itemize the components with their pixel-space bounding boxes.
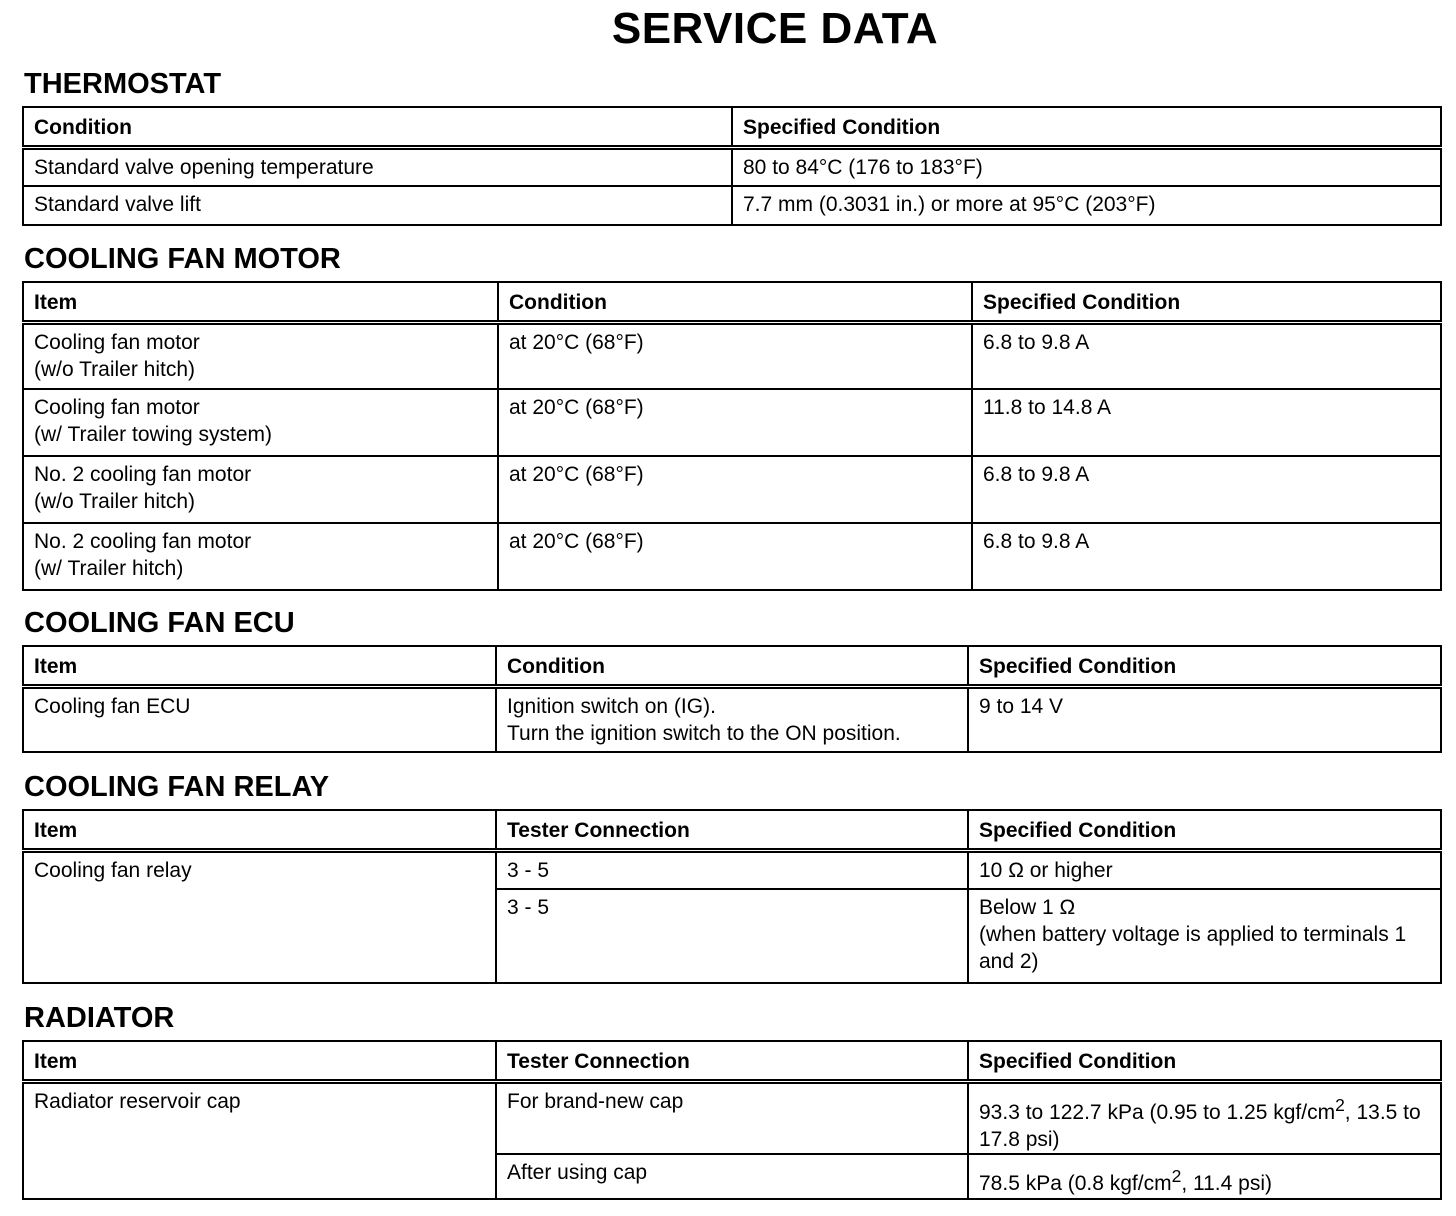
table-header-row [23, 1041, 1441, 1081]
table-cell: 6.8 to 9.8 A [972, 456, 1441, 523]
table-cell: 11.8 to 14.8 A [972, 389, 1441, 456]
table-cell: 6.8 to 9.8 A [972, 322, 1441, 389]
table-cell: Radiator reservoir cap [23, 1081, 496, 1199]
table-cell: 93.3 to 122.7 kPa (0.95 to 1.25 kgf/$cm^2$, 13.5 to 17.8 psi) [968, 1081, 1441, 1154]
table-cell: 78.5 kPa (0.8 kgf/$cm^2$, 11.4 psi) [968, 1154, 1441, 1199]
table-row [23, 523, 1441, 590]
column-header: Tester Connection [496, 1041, 968, 1081]
table-cell: Cooling fan relay [23, 850, 496, 983]
table-cell: 7.7 mm (0.3031 in.) or more at 95°C (203°F) [732, 186, 1441, 225]
table-cell: Standard valve opening temperature [23, 147, 732, 186]
cooling-fan-ecu-table [22, 645, 1442, 753]
table-row [23, 389, 1441, 456]
table-row [23, 186, 1441, 225]
cooling-fan-motor-table [22, 281, 1442, 591]
radiator-table [22, 1040, 1442, 1200]
section-title-radiator: RADIATOR [24, 1002, 175, 1034]
column-header: Specified Condition [972, 282, 1441, 322]
table-cell: at 20°C (68°F) [498, 389, 972, 456]
column-header: Item [23, 282, 498, 322]
table-cell: at 20°C (68°F) [498, 456, 972, 523]
table-row [23, 1081, 1441, 1154]
column-header: Specified Condition [732, 107, 1441, 147]
table-cell: No. 2 cooling fan motor (w/o Trailer hitch) [23, 456, 498, 523]
table-header-row [23, 646, 1441, 686]
table-cell: Ignition switch on (IG). Turn the ignition switch to the ON position. [496, 686, 968, 752]
section-title-cooling-fan-relay: COOLING FAN RELAY [24, 771, 330, 803]
column-header: Item [23, 810, 496, 850]
column-header: Specified Condition [968, 646, 1441, 686]
table-cell: No. 2 cooling fan motor (w/ Trailer hitch) [23, 523, 498, 590]
column-header: Tester Connection [496, 810, 968, 850]
column-header: Condition [498, 282, 972, 322]
table-row [23, 456, 1441, 523]
column-header: Item [23, 1041, 496, 1081]
table-cell: 3 - 5 [496, 850, 968, 889]
table-header-row [23, 810, 1441, 850]
column-header: Condition [496, 646, 968, 686]
table-cell: Cooling fan motor (w/o Trailer hitch) [23, 322, 498, 389]
column-header: Condition [23, 107, 732, 147]
table-cell: 9 to 14 V [968, 686, 1441, 752]
thermostat-table [22, 106, 1442, 226]
table-row [23, 686, 1441, 752]
page-title: SERVICE DATA [611, 4, 939, 53]
section-title-cooling-fan-ecu: COOLING FAN ECU [24, 607, 295, 639]
column-header: Item [23, 646, 496, 686]
table-cell: Below 1 Ω (when battery voltage is applied to terminals 1 and 2) [968, 889, 1441, 983]
table-cell: at 20°C (68°F) [498, 523, 972, 590]
column-header: Specified Condition [968, 810, 1441, 850]
table-cell: Cooling fan ECU [23, 686, 496, 752]
table-cell: Standard valve lift [23, 186, 732, 225]
table-cell: For brand-new cap [496, 1081, 968, 1154]
table-header-row [23, 282, 1441, 322]
table-cell: 10 Ω or higher [968, 850, 1441, 889]
table-row [23, 147, 1441, 186]
table-cell: After using cap [496, 1154, 968, 1199]
table-cell: Cooling fan motor (w/ Trailer towing system) [23, 389, 498, 456]
section-title-cooling-fan-motor: COOLING FAN MOTOR [24, 243, 341, 275]
table-header-row [23, 107, 1441, 147]
section-title-thermostat: THERMOSTAT [24, 68, 222, 100]
column-header: Specified Condition [968, 1041, 1441, 1081]
table-row [23, 322, 1441, 389]
table-cell: 6.8 to 9.8 A [972, 523, 1441, 590]
table-cell: 80 to 84°C (176 to 183°F) [732, 147, 1441, 186]
table-cell: 3 - 5 [496, 889, 968, 983]
table-row [23, 850, 1441, 889]
cooling-fan-relay-table [22, 809, 1442, 984]
table-cell: at 20°C (68°F) [498, 322, 972, 389]
